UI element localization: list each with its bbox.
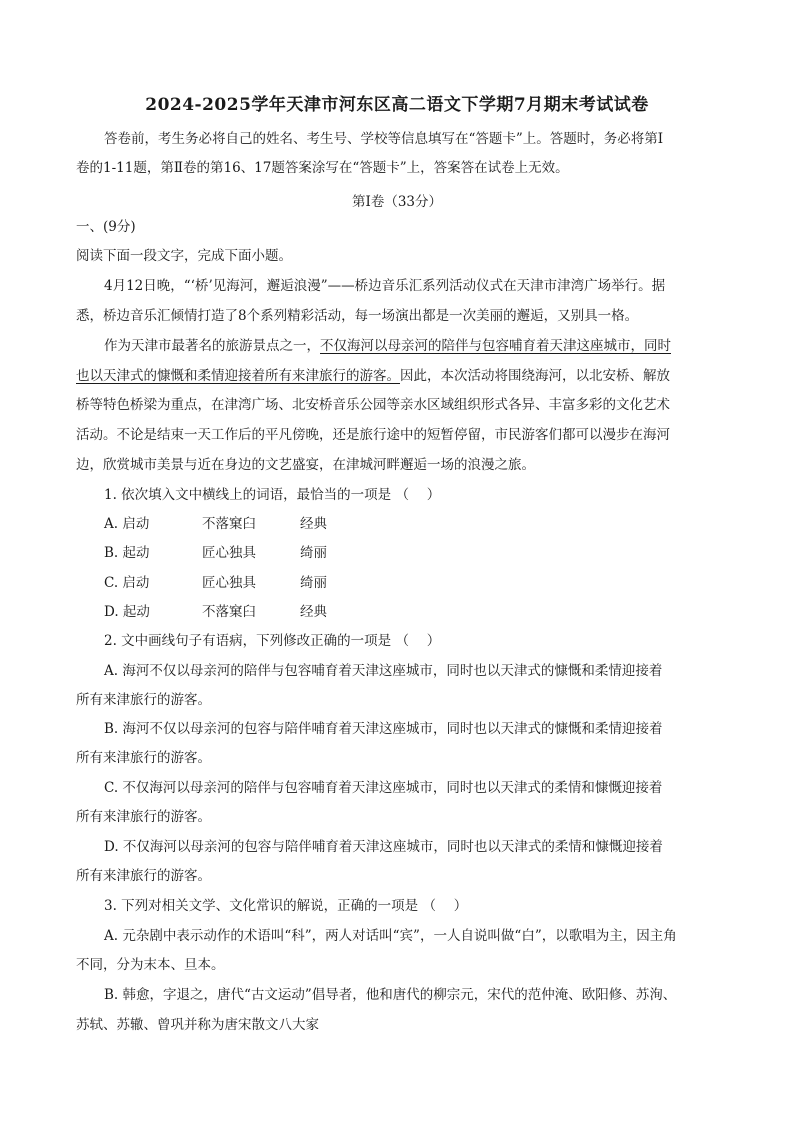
question-3-option-a-cont: 不同，分为末本、旦本。 (76, 957, 225, 973)
question-3-option-b: B. 韩愈，字退之，唐代“古文运动”倡导者，他和唐代的柳宗元，宋代的范仲淹、欧阳修、苏洵、 (104, 987, 677, 1003)
question-2-option-b: B. 海河不仅以母亲河的包容与陪伴哺育着天津这座城市，同时也以天津式的慷慨和柔情迎接着 (104, 721, 663, 737)
option-word: 匠心独具 (202, 575, 256, 591)
question-3-option-b-cont: 苏轼、苏辙、曾巩并称为唐宋散文八大家 (76, 1017, 319, 1033)
passage-line: 边，欣赏城市美景与近在身边的文艺盛宴，在津城河畔邂逅一场的浪漫之旅。 (76, 457, 535, 473)
option-word: 绮丽 (300, 575, 327, 591)
question-1-stem: 1. 依次填入文中横线上的词语，最恰当的一项是 （ ） (104, 487, 441, 503)
option-label: B. 起动 (104, 545, 150, 561)
option-word: 绮丽 (300, 545, 327, 561)
question-2-option-d: D. 不仅海河以母亲河的包容与陪伴哺育着天津这座城市，同时也以天津式的柔情和慷慨迎接着 (104, 839, 663, 855)
option-word: 经典 (300, 516, 327, 532)
option-word: 不落窠臼 (202, 604, 256, 620)
underlined-sentence: 不仅海河以母亲河的陪伴与包容哺育着天津这座城市，同时 (320, 338, 671, 354)
section-title: 第Ⅰ卷（33分） (351, 194, 442, 210)
option-word: 经典 (300, 604, 327, 620)
instruction-line-2: 卷的1-11题，第Ⅱ卷的第16、17题答案涂写在“答题卡”上，答案答在试卷上无效。 (76, 160, 569, 176)
option-label: C. 启动 (104, 575, 150, 591)
underlined-sentence: 也以天津式的慷慨和柔情迎接着所有来津旅行的游客。 (76, 368, 400, 384)
passage-line (76, 367, 670, 385)
passage-line: 活动。不论是结束一天工作后的平凡傍晚，还是旅行途中的短暂停留，市民游客们都可以漫步在海河 (76, 427, 670, 443)
passage-text: 作为天津市最著名的旅游景点之一， (104, 338, 320, 354)
option-label: D. 起动 (104, 604, 150, 620)
question-3-option-a: A. 元杂剧中表示动作的术语叫“科”，两人对话叫“宾”，一人自说叫做“白”，以歌唱为主，因主角 (104, 928, 677, 944)
passage-line: 4月12日晚，“‘桥’见海河，邂逅浪漫”——桥边音乐汇系列活动仪式在天津市津湾广场举行。据 (104, 278, 666, 294)
exam-title: 2024-2025学年天津市河东区高二语文下学期7月期末考试试卷 (145, 95, 649, 115)
question-2-stem: 2. 文中画线句子有语病，下列修改正确的一项是 （ ） (104, 633, 441, 649)
passage-line: 悉，桥边音乐汇倾情打造了8个系列精彩活动，每一场演出都是一次美丽的邂逅，又别具一格。 (76, 308, 639, 324)
part-one-heading: 一、(9分) (76, 219, 136, 235)
question-2-option-a-cont: 所有来津旅行的游客。 (76, 692, 211, 708)
question-2-option-b-cont: 所有来津旅行的游客。 (76, 750, 211, 766)
question-2-option-a: A. 海河不仅以母亲河的陪伴与包容哺育着天津这座城市，同时也以天津式的慷慨和柔情迎接着 (104, 663, 663, 679)
option-word: 匠心独具 (202, 545, 256, 561)
passage-text: 因此，本次活动将围绕海河，以北安桥、解放 (400, 368, 670, 384)
option-label: A. 启动 (104, 516, 150, 532)
reading-prompt: 阅读下面一段文字，完成下面小题。 (76, 248, 292, 264)
passage-line: 桥等特色桥梁为重点，在津湾广场、北安桥音乐公园等亲水区域组织形式各异、丰富多彩的文化艺术 (76, 397, 670, 413)
question-2-option-d-cont: 所有来津旅行的游客。 (76, 868, 211, 884)
passage-line (104, 337, 671, 355)
question-2-option-c-cont: 所有来津旅行的游客。 (76, 809, 211, 825)
instruction-line-1: 答卷前，考生务必将自己的姓名、考生号、学校等信息填写在“答题卡”上。答题时，务必将第Ⅰ (104, 131, 664, 147)
question-2-option-c: C. 不仅海河以母亲河的陪伴与包容哺育着天津这座城市，同时也以天津式的柔情和慷慨迎接着 (104, 780, 663, 796)
option-word: 不落窠臼 (202, 516, 256, 532)
question-3-stem: 3. 下列对相关文学、文化常识的解说，正确的一项是 （ ） (104, 898, 468, 914)
